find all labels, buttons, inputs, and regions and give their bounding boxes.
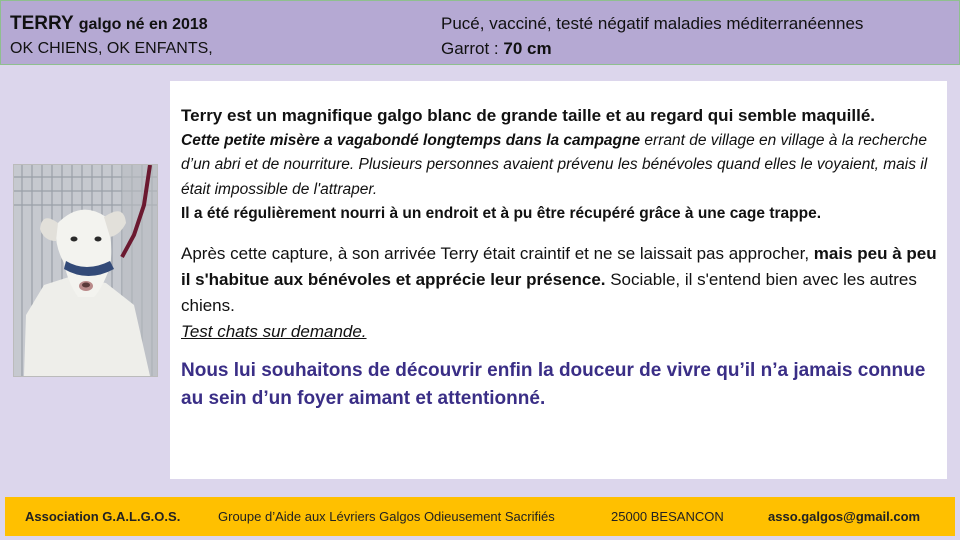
description-text [181, 104, 941, 413]
behavior-highlight: mais peu à peu il s'habitue aux bénévoles et apprécie leur présence. [181, 243, 937, 289]
behavior-text-b: Sociable, il s'entend bien avec les autres chiens. [181, 269, 917, 315]
dog-title [10, 13, 208, 35]
story-body: errant de village en village à la recherche d’un abri et de nourriture. Plusieurs personnes avaient prévenu les bénévoles quand elles le voyaient, mais il était impossible de l'attraper. [181, 131, 928, 198]
health-status: Pucé, vacciné, testé négatif maladies méditerranéennes [441, 14, 864, 33]
cats-test-note: Test chats sur demande. [181, 321, 367, 341]
garrot [441, 39, 552, 59]
association-name: Association G.A.L.G.O.S. [25, 509, 181, 524]
association-city: 25000 BESANCON [611, 509, 724, 524]
description-card [170, 81, 947, 479]
association-full-name: Groupe d’Aide aux Lévriers Galgos Odieusement Sacrifiés [218, 509, 555, 524]
dog-photo [13, 164, 158, 377]
capture-paragraph: Il a été régulièrement nourri à un endroit et à pu être récupéré grâce à une cage trappe. [181, 205, 822, 222]
dog-name: TERRY [10, 13, 74, 34]
compatibility: OK CHIENS, OK ENFANTS, [10, 40, 213, 57]
association-email[interactable]: asso.galgos@gmail.com [768, 509, 921, 524]
footer-banner [5, 497, 955, 536]
garrot-value: 70 cm [503, 39, 552, 58]
dog-birth: galgo né en 2018 [78, 16, 208, 33]
story-lead: Cette petite misère a vagabondé longtemps dans la campagne [181, 131, 641, 149]
wish-paragraph: Nous lui souhaitons de découvrir enfin la douceur de vivre qu’il n’a jamais connue au sein d’un foyer aimant et attentionné. [181, 359, 926, 409]
intro-paragraph: Terry est un magnifique galgo blanc de grande taille et au regard qui semble maquillé. [181, 106, 876, 125]
story-paragraph [181, 129, 941, 203]
behavior-text-a: Après cette capture, à son arrivée Terry était craintif et ne se laissait pas approcher, [181, 243, 814, 263]
header-banner [0, 0, 960, 65]
garrot-label: Garrot : [441, 39, 504, 58]
behavior-paragraph [181, 241, 941, 345]
